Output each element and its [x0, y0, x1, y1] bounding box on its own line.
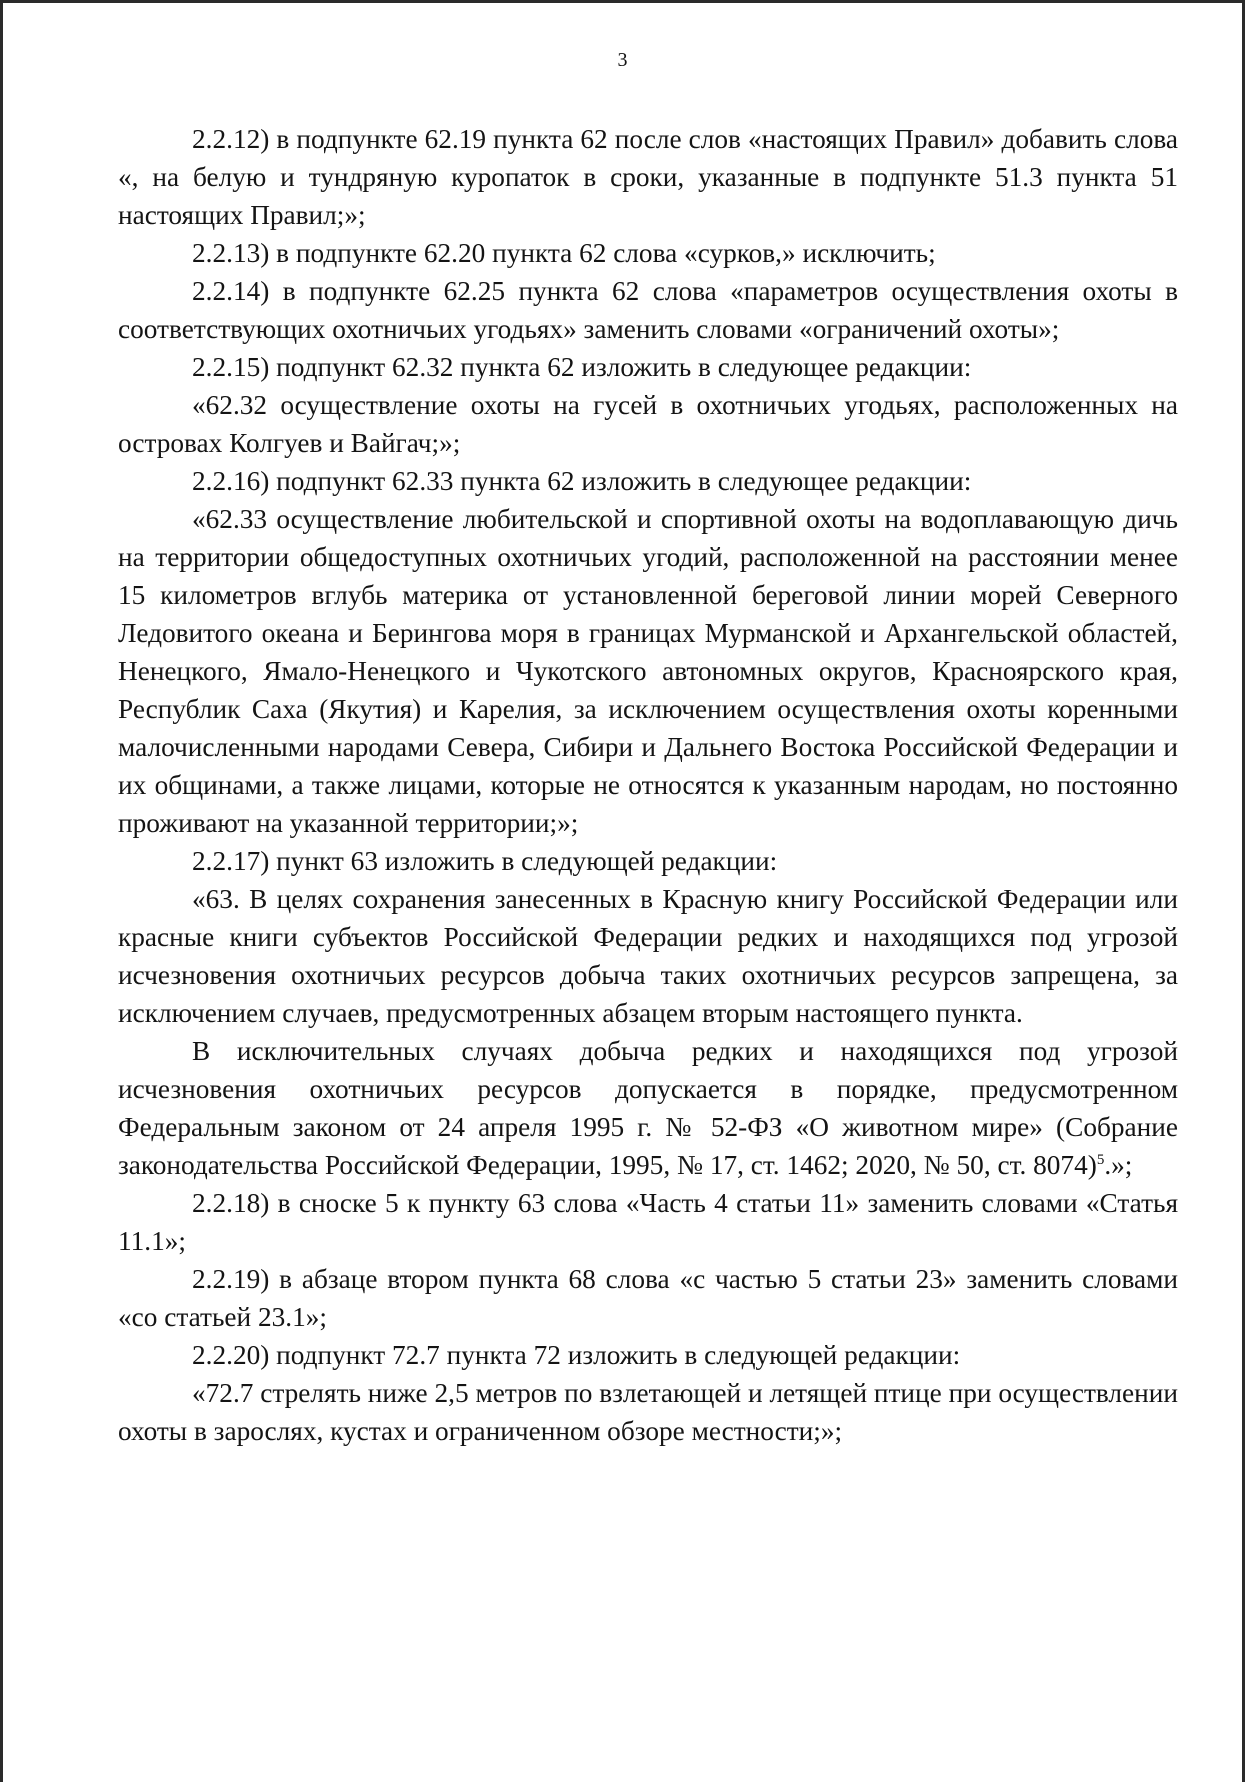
- paragraph-63-exception-text: В исключительных случаях добыча редких и находящихся под угрозой исчезновения охотничьих ресурсов допускается в порядке, предусмотренном Федеральным законом от 24 апреля 1995 г. № 52-ФЗ «О животном мире» (Собрание законодательства Российской Федерации, 1995, № 17, ст. 1462; 2020, № 50, ст. 8074): [118, 1036, 1178, 1180]
- scan-border-top: [0, 0, 1245, 3]
- paragraph-2-2-13: 2.2.13) в подпункте 62.20 пункта 62 слова «сурков,» исключить;: [192, 238, 936, 268]
- paragraph-63-exception: [118, 1032, 1178, 1184]
- document-body: [118, 120, 1178, 1450]
- paragraph-72-7: «72.7 стрелять ниже 2,5 метров по взлетающей и летящей птице при осуществлении охоты в зарослях, кустах и ограниченном обзоре местности;»;: [118, 1378, 1178, 1446]
- paragraph-2-2-18: 2.2.18) в сноске 5 к пункту 63 слова «Часть 4 статьи 11» заменить словами «Статья 11.1»;: [118, 1188, 1178, 1256]
- paragraph-2-2-12: 2.2.12) в подпункте 62.19 пункта 62 после слов «настоящих Правил» добавить слова «, на белую и тундряную куропаток в сроки, указанные в подпункте 51.3 пункта 51 настоящих Правил;»;: [118, 124, 1178, 230]
- footnote-mark: 5: [1096, 1151, 1105, 1168]
- paragraph-63: «63. В целях сохранения занесенных в Красную книгу Российской Федерации или красные книги субъектов Российской Федерации редких и находящихся под угрозой исчезновения охотничьих ресурсов добыча таких охотничьих ресурсов запрещена, за исключением случаев, предусмотренных абзацем вторым настоящего пункта.: [118, 884, 1178, 1028]
- paragraph-2-2-19: 2.2.19) в абзаце втором пункта 68 слова «с частью 5 статьи 23» заменить словами «со статьей 23.1»;: [118, 1264, 1178, 1332]
- paragraph-2-2-20: 2.2.20) подпункт 72.7 пункта 72 изложить в следующей редакции:: [192, 1340, 961, 1370]
- paragraph-2-2-14: 2.2.14) в подпункте 62.25 пункта 62 слова «параметров осуществления охоты в соответствующих охотничьих угодьях» заменить словами «ограничений охоты»;: [118, 276, 1178, 344]
- paragraph-2-2-16: 2.2.16) подпункт 62.33 пункта 62 изложить в следующее редакции:: [192, 466, 972, 496]
- paragraph-2-2-17: 2.2.17) пункт 63 изложить в следующей редакции:: [192, 846, 778, 876]
- paragraph-63-exception-tail: .»;: [1104, 1150, 1133, 1180]
- paragraph-62-33: «62.33 осуществление любительской и спортивной охоты на водоплавающую дичь на территории общедоступных охотничьих угодий, расположенной на расстоянии менее 15 километров вглубь материка от установленной береговой линии морей Северного Ледовитого океана и Берингова моря в границах Мурманской и Архангельской областей, Ненецкого, Ямало-Ненецкого и Чукотского автономных округов, Красноярского края, Республик Саха (Якутия) и Карелия, за исключением осуществления охоты коренными малочисленными народами Севера, Сибири и Дальнего Востока Российской Федерации и их общинами, а также лицами, которые не относятся к указанным народам, но постоянно проживают на указанной территории;»;: [118, 504, 1178, 838]
- page-number: 3: [617, 49, 628, 71]
- scan-border-left: [0, 0, 3, 1782]
- paragraph-62-32: «62.32 осуществление охоты на гусей в охотничьих угодьях, расположенных на островах Колгуев и Вайгач;»;: [118, 390, 1178, 458]
- paragraph-2-2-15: 2.2.15) подпункт 62.32 пункта 62 изложить в следующее редакции:: [192, 352, 972, 382]
